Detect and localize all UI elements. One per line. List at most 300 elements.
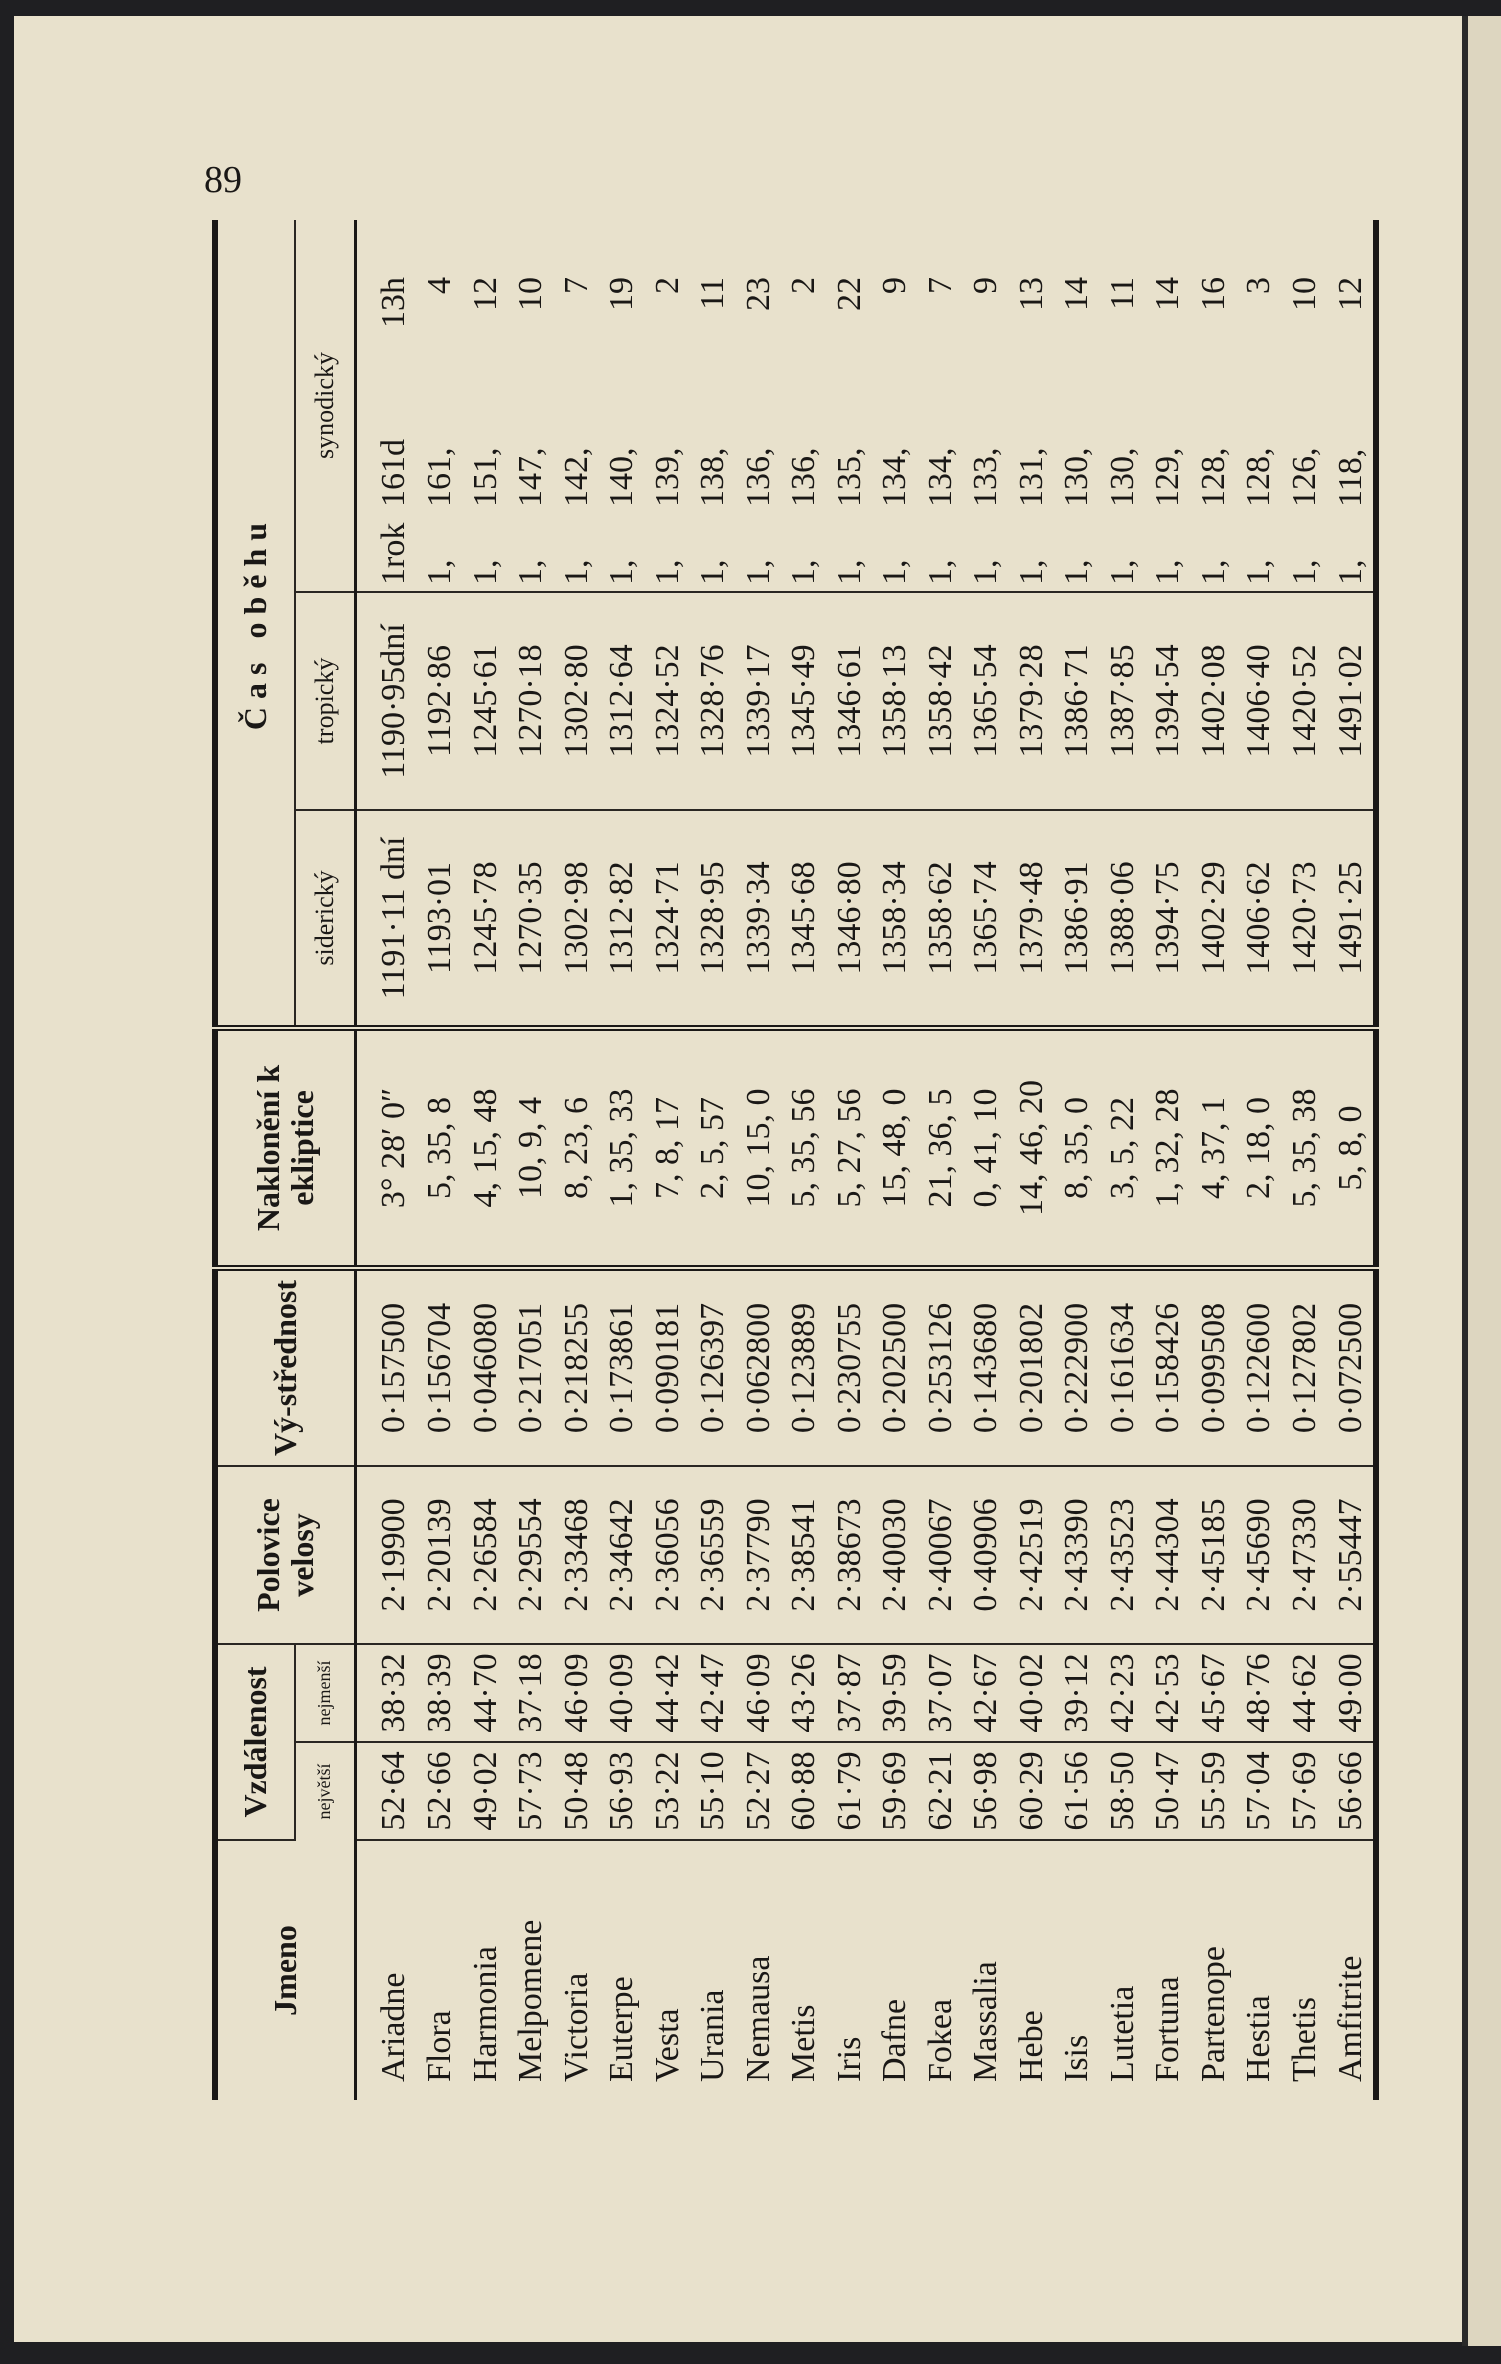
- synodic-part-days: 134,: [921, 447, 959, 507]
- cell-inclination: 1, 32, 28: [1145, 1028, 1191, 1268]
- cell-name: Urania: [694, 1989, 732, 2082]
- cell-eccentricity: 0·099508: [1191, 1268, 1237, 1466]
- cell-inclination: 5, 35, 38: [1282, 1028, 1328, 1268]
- cell-distance-max: 52·66: [417, 1742, 463, 1840]
- table-row: [1327, 220, 1376, 2100]
- cell-eccentricity: 0·161634: [1100, 1268, 1146, 1466]
- cell-distance-max: 60·88: [781, 1742, 827, 1840]
- table-row: [736, 220, 782, 2100]
- synodic-part-days: 161d: [375, 438, 413, 507]
- cell-inclination: 3° 28′ 0″: [355, 1028, 417, 1268]
- cell-period-sidereal: 1339·34: [736, 810, 782, 1028]
- synodic-part-years: 1,: [1194, 559, 1232, 585]
- cell-distance-min: 38·32: [355, 1644, 417, 1742]
- cell-period-synodic: [918, 220, 964, 592]
- cell-distance-max: 56·98: [963, 1742, 1009, 1840]
- cell-period-tropical: 1192·86: [417, 592, 463, 810]
- synodic-part-years: 1,: [1285, 559, 1323, 585]
- cell-inclination: 5, 8, 0: [1327, 1028, 1376, 1268]
- header-inclination: Naklonění k ekliptice: [215, 1028, 355, 1268]
- cell-inclination: 5, 35, 8: [417, 1028, 463, 1268]
- cell-distance-max: 49·02: [462, 1742, 508, 1840]
- cell-semi-axis: 2·44304: [1145, 1466, 1191, 1644]
- synodic-part-hours: 14: [1058, 276, 1096, 311]
- cell-eccentricity: 0·062800: [736, 1268, 782, 1466]
- synodic-part-days: 126,: [1285, 447, 1323, 507]
- header-distance: Vzdálenost: [215, 1644, 295, 1840]
- synodic-part-days: 139,: [648, 447, 686, 507]
- header-distance-min: nejmenší: [295, 1644, 355, 1742]
- synodic-part-hours: 9: [876, 276, 914, 294]
- synodic-part-hours: 16: [1194, 276, 1232, 311]
- cell-name: Metis: [785, 2004, 823, 2082]
- cell-semi-axis: 2·43390: [1054, 1466, 1100, 1644]
- synodic-part-hours: 3: [1240, 276, 1278, 294]
- cell-period-sidereal: 1324·71: [645, 810, 691, 1028]
- cell-distance-min: 45·67: [1191, 1644, 1237, 1742]
- synodic-part-years: 1,: [1149, 559, 1187, 585]
- synodic-part-hours: 19: [603, 276, 641, 311]
- header-distance-max: největší: [295, 1742, 355, 1840]
- cell-semi-axis: 2·36559: [690, 1466, 736, 1644]
- cell-name: Isis: [1058, 2034, 1096, 2082]
- table-row: [1282, 220, 1328, 2100]
- synodic-part-years: 1,: [739, 559, 777, 585]
- table-row: [355, 220, 417, 2100]
- cell-distance-max: 59·69: [872, 1742, 918, 1840]
- cell-distance-min: 43·26: [781, 1644, 827, 1742]
- synodic-part-hours: 14: [1149, 276, 1187, 311]
- cell-inclination: 15, 48, 0: [872, 1028, 918, 1268]
- synodic-part-days: 151,: [466, 447, 504, 507]
- cell-period-sidereal: 1358·62: [918, 810, 964, 1028]
- synodic-part-days: 131,: [1012, 447, 1050, 507]
- synodic-part-years: 1,: [1331, 559, 1369, 585]
- cell-name: Victoria: [557, 1972, 595, 2082]
- cell-name: Lutetia: [1103, 1985, 1141, 2082]
- synodic-part-hours: 13: [1012, 276, 1050, 311]
- cell-distance-max: 55·59: [1191, 1742, 1237, 1840]
- cell-eccentricity: 0·122600: [1236, 1268, 1282, 1466]
- synodic-part-days: 128,: [1194, 447, 1232, 507]
- cell-period-tropical: 1491·02: [1327, 592, 1376, 810]
- cell-name: Hestia: [1240, 1995, 1278, 2082]
- synodic-part-years: 1,: [1058, 559, 1096, 585]
- synodic-part-hours: 12: [1331, 276, 1369, 311]
- cell-period-synodic: [1145, 220, 1191, 592]
- cell-period-sidereal: 1358·34: [872, 810, 918, 1028]
- table-row: [1191, 220, 1237, 2100]
- cell-distance-min: 40·09: [599, 1644, 645, 1742]
- cell-period-tropical: 1406·40: [1236, 592, 1282, 810]
- cell-semi-axis: 2·20139: [417, 1466, 463, 1644]
- cell-inclination: 8, 35, 0: [1054, 1028, 1100, 1268]
- cell-distance-max: 53·22: [645, 1742, 691, 1840]
- table-row: [553, 220, 599, 2100]
- cell-name: Ariadne: [375, 1972, 413, 2082]
- cell-inclination: 5, 27, 56: [827, 1028, 873, 1268]
- cell-distance-max: 61·56: [1054, 1742, 1100, 1840]
- cell-eccentricity: 0·173861: [599, 1268, 645, 1466]
- table-row: [1100, 220, 1146, 2100]
- synodic-part-hours: 12: [466, 276, 504, 311]
- cell-period-sidereal: 1394·75: [1145, 810, 1191, 1028]
- table-row: [462, 220, 508, 2100]
- cell-inclination: 5, 35, 56: [781, 1028, 827, 1268]
- synodic-part-days: 138,: [694, 447, 732, 507]
- cell-name: Iris: [830, 2036, 868, 2082]
- synodic-part-hours: 7: [557, 276, 595, 294]
- header-period-sidereal: siderický: [295, 810, 355, 1028]
- cell-period-sidereal: 1270·35: [508, 810, 554, 1028]
- synodic-part-days: 161,: [421, 447, 459, 507]
- cell-name: Harmonia: [466, 1946, 504, 2082]
- synodic-part-hours: 11: [1103, 276, 1141, 310]
- cell-period-tropical: 1339·17: [736, 592, 782, 810]
- synodic-part-years: 1,: [512, 559, 550, 585]
- synodic-part-hours: 7: [921, 276, 959, 294]
- synodic-part-years: 1,: [876, 559, 914, 585]
- cell-distance-max: 50·47: [1145, 1742, 1191, 1840]
- synodic-part-years: 1,: [466, 559, 504, 585]
- synodic-part-days: 147,: [512, 447, 550, 507]
- synodic-part-days: 142,: [557, 447, 595, 507]
- cell-distance-min: 44·70: [462, 1644, 508, 1742]
- synodic-part-hours: 9: [967, 276, 1005, 294]
- cell-period-tropical: 1324·52: [645, 592, 691, 810]
- cell-period-tropical: 1245·61: [462, 592, 508, 810]
- cell-period-synodic: [1191, 220, 1237, 592]
- cell-period-sidereal: 1386·91: [1054, 810, 1100, 1028]
- synodic-part-hours: 2: [648, 276, 686, 294]
- cell-period-synodic: [963, 220, 1009, 592]
- synodic-part-days: 134,: [876, 447, 914, 507]
- cell-name: Dafne: [876, 1998, 914, 2082]
- table-row: [918, 220, 964, 2100]
- cell-name: Amfitrite: [1331, 1955, 1369, 2082]
- rotated-table-frame: [212, 220, 1379, 2100]
- cell-distance-max: 57·73: [508, 1742, 554, 1840]
- cell-name: Flora: [421, 2010, 459, 2082]
- cell-period-synodic: [355, 220, 417, 592]
- table-row: [417, 220, 463, 2100]
- table-row: [781, 220, 827, 2100]
- header-period-synodic: synodický: [295, 220, 355, 592]
- table-row: [690, 220, 736, 2100]
- cell-period-tropical: 1270·18: [508, 592, 554, 810]
- header-period: Čas oběhu: [215, 220, 295, 1028]
- cell-distance-min: 39·12: [1054, 1644, 1100, 1742]
- cell-period-synodic: [690, 220, 736, 592]
- cell-period-synodic: [1009, 220, 1055, 592]
- cell-distance-min: 44·62: [1282, 1644, 1328, 1742]
- cell-name: Vesta: [648, 2008, 686, 2082]
- synodic-part-years: 1,: [603, 559, 641, 585]
- cell-inclination: 7, 8, 17: [645, 1028, 691, 1268]
- cell-period-synodic: [462, 220, 508, 592]
- cell-period-sidereal: 1402·29: [1191, 810, 1237, 1028]
- cell-eccentricity: 0·127802: [1282, 1268, 1328, 1466]
- cell-semi-axis: 2·34642: [599, 1466, 645, 1644]
- cell-period-sidereal: 1406·62: [1236, 810, 1282, 1028]
- cell-name: Melpomene: [512, 1919, 550, 2082]
- cell-period-synodic: [417, 220, 463, 592]
- synodic-part-hours: 13h: [375, 276, 413, 328]
- cell-distance-min: 42·23: [1100, 1644, 1146, 1742]
- cell-inclination: 0, 41, 10: [963, 1028, 1009, 1268]
- cell-semi-axis: 2·45185: [1191, 1466, 1237, 1644]
- cell-period-sidereal: 1365·74: [963, 810, 1009, 1028]
- synodic-part-days: 128,: [1240, 447, 1278, 507]
- cell-semi-axis: 2·40030: [872, 1466, 918, 1644]
- next-page-edge: [1462, 16, 1501, 2346]
- cell-inclination: 14, 46, 20: [1009, 1028, 1055, 1268]
- cell-semi-axis: 2·55447: [1327, 1466, 1376, 1644]
- table-row: [1009, 220, 1055, 2100]
- synodic-part-days: 140,: [603, 447, 641, 507]
- table-row: [1236, 220, 1282, 2100]
- cell-eccentricity: 0·222900: [1054, 1268, 1100, 1466]
- synodic-part-years: 1,: [1012, 559, 1050, 585]
- cell-period-synodic: [872, 220, 918, 592]
- cell-semi-axis: 2·37790: [736, 1466, 782, 1644]
- cell-period-tropical: 1387·85: [1100, 592, 1146, 810]
- cell-eccentricity: 0·157500: [355, 1268, 417, 1466]
- synodic-part-days: 118,: [1331, 448, 1369, 507]
- synodic-part-years: 1,: [967, 559, 1005, 585]
- cell-distance-min: 42·47: [690, 1644, 736, 1742]
- cell-period-synodic: [1327, 220, 1376, 592]
- cell-semi-axis: 2·36056: [645, 1466, 691, 1644]
- cell-distance-min: 39·59: [872, 1644, 918, 1742]
- cell-distance-max: 56·66: [1327, 1742, 1376, 1840]
- cell-inclination: 8, 23, 6: [553, 1028, 599, 1268]
- cell-period-tropical: 1346·61: [827, 592, 873, 810]
- synodic-part-years: 1,: [1240, 559, 1278, 585]
- cell-period-tropical: 1328·76: [690, 592, 736, 810]
- page-number: 89: [204, 159, 242, 201]
- synodic-part-years: 1,: [921, 559, 959, 585]
- cell-distance-min: 44·42: [645, 1644, 691, 1742]
- cell-period-tropical: 1312·64: [599, 592, 645, 810]
- cell-semi-axis: 2·43523: [1100, 1466, 1146, 1644]
- cell-period-synodic: [553, 220, 599, 592]
- cell-distance-max: 58·50: [1100, 1742, 1146, 1840]
- synodic-part-days: 133,: [967, 447, 1005, 507]
- cell-semi-axis: 2·42519: [1009, 1466, 1055, 1644]
- cell-semi-axis: 2·38541: [781, 1466, 827, 1644]
- cell-eccentricity: 0·072500: [1327, 1268, 1376, 1466]
- cell-period-synodic: [781, 220, 827, 592]
- cell-distance-max: 52·64: [355, 1742, 417, 1840]
- cell-period-sidereal: 1191·11 dní: [355, 810, 417, 1028]
- header-eccentricity: Vý-střednost: [215, 1268, 355, 1466]
- cell-eccentricity: 0·217051: [508, 1268, 554, 1466]
- cell-distance-min: 37·18: [508, 1644, 554, 1742]
- cell-name: Fortuna: [1149, 1976, 1187, 2082]
- cell-eccentricity: 0·253126: [918, 1268, 964, 1466]
- cell-inclination: 10, 9, 4: [508, 1028, 554, 1268]
- cell-period-tropical: 1379·28: [1009, 592, 1055, 810]
- table-row: [508, 220, 554, 2100]
- cell-period-sidereal: 1346·80: [827, 810, 873, 1028]
- cell-name: Fokea: [921, 1998, 959, 2082]
- cell-name: Nemausa: [739, 1955, 777, 2082]
- cell-period-tropical: 1394·54: [1145, 592, 1191, 810]
- cell-period-sidereal: 1193·01: [417, 810, 463, 1028]
- synodic-part-days: 130,: [1103, 447, 1141, 507]
- cell-distance-max: 60·29: [1009, 1742, 1055, 1840]
- cell-distance-min: 46·09: [553, 1644, 599, 1742]
- cell-period-synodic: [736, 220, 782, 592]
- synodic-part-days: 130,: [1058, 447, 1096, 507]
- cell-distance-min: 37·87: [827, 1644, 873, 1742]
- cell-period-tropical: 1190·95dní: [355, 592, 417, 810]
- cell-name: Hebe: [1012, 2010, 1050, 2082]
- cell-semi-axis: 2·40067: [918, 1466, 964, 1644]
- cell-period-synodic: [1236, 220, 1282, 592]
- cell-period-synodic: [1100, 220, 1146, 592]
- cell-period-sidereal: 1420·73: [1282, 810, 1328, 1028]
- table-row: [1054, 220, 1100, 2100]
- cell-distance-max: 62·21: [918, 1742, 964, 1840]
- cell-eccentricity: 0·090181: [645, 1268, 691, 1466]
- asteroid-table: [212, 220, 1379, 2100]
- table-row: [1145, 220, 1191, 2100]
- cell-distance-min: 46·09: [736, 1644, 782, 1742]
- cell-inclination: 3, 5, 22: [1100, 1028, 1146, 1268]
- cell-period-tropical: 1358·13: [872, 592, 918, 810]
- table-body: [355, 220, 1376, 2100]
- synodic-part-hours: 11: [694, 276, 732, 310]
- cell-eccentricity: 0·046080: [462, 1268, 508, 1466]
- cell-distance-max: 57·04: [1236, 1742, 1282, 1840]
- cell-distance-max: 56·93: [599, 1742, 645, 1840]
- cell-distance-min: 49·00: [1327, 1644, 1376, 1742]
- synodic-part-hours: 22: [830, 276, 868, 311]
- cell-eccentricity: 0·202500: [872, 1268, 918, 1466]
- cell-name: Massalia: [967, 1961, 1005, 2082]
- cell-eccentricity: 0·201802: [1009, 1268, 1055, 1466]
- cell-period-sidereal: 1245·78: [462, 810, 508, 1028]
- cell-inclination: 4, 15, 48: [462, 1028, 508, 1268]
- synodic-part-years: 1,: [648, 559, 686, 585]
- cell-semi-axis: 2·29554: [508, 1466, 554, 1644]
- cell-distance-min: 37·07: [918, 1644, 964, 1742]
- header-period-tropical: tropický: [295, 592, 355, 810]
- cell-distance-min: 40·02: [1009, 1644, 1055, 1742]
- cell-distance-min: 42·53: [1145, 1644, 1191, 1742]
- cell-period-synodic: [508, 220, 554, 592]
- cell-semi-axis: 2·33468: [553, 1466, 599, 1644]
- header-name: Jmeno: [215, 1840, 355, 2100]
- cell-inclination: 1, 35, 33: [599, 1028, 645, 1268]
- cell-name: Partenope: [1194, 1946, 1232, 2082]
- cell-period-tropical: 1302·80: [553, 592, 599, 810]
- cell-distance-max: 55·10: [690, 1742, 736, 1840]
- table-row: [599, 220, 645, 2100]
- cell-semi-axis: 2·47330: [1282, 1466, 1328, 1644]
- table-row: [827, 220, 873, 2100]
- cell-period-sidereal: 1312·82: [599, 810, 645, 1028]
- synodic-part-hours: 2: [785, 276, 823, 294]
- synodic-part-hours: 10: [1285, 276, 1323, 311]
- cell-eccentricity: 0·230755: [827, 1268, 873, 1466]
- cell-period-tropical: 1402·08: [1191, 592, 1237, 810]
- cell-inclination: 2, 5, 57: [690, 1028, 736, 1268]
- synodic-part-hours: 10: [512, 276, 550, 311]
- cell-distance-min: 38·39: [417, 1644, 463, 1742]
- cell-eccentricity: 0·143680: [963, 1268, 1009, 1466]
- cell-period-synodic: [1054, 220, 1100, 592]
- cell-period-sidereal: 1328·95: [690, 810, 736, 1028]
- cell-eccentricity: 0·158426: [1145, 1268, 1191, 1466]
- cell-period-tropical: 1365·54: [963, 592, 1009, 810]
- cell-distance-min: 42·67: [963, 1644, 1009, 1742]
- header-semi-axis: Polovice velosy: [215, 1466, 355, 1644]
- synodic-part-years: 1,: [1103, 559, 1141, 585]
- cell-name: Euterpe: [603, 1976, 641, 2082]
- cell-inclination: 4, 37, 1: [1191, 1028, 1237, 1268]
- cell-period-sidereal: 1491·25: [1327, 810, 1376, 1028]
- synodic-part-years: 1,: [557, 559, 595, 585]
- cell-eccentricity: 0·156704: [417, 1268, 463, 1466]
- cell-distance-min: 48·76: [1236, 1644, 1282, 1742]
- synodic-part-years: 1,: [785, 559, 823, 585]
- cell-inclination: 21, 36, 5: [918, 1028, 964, 1268]
- cell-distance-max: 57·69: [1282, 1742, 1328, 1840]
- cell-period-synodic: [1282, 220, 1328, 592]
- cell-period-tropical: 1358·42: [918, 592, 964, 810]
- cell-period-synodic: [827, 220, 873, 592]
- synodic-part-years: 1rok: [375, 522, 413, 585]
- synodic-part-years: 1,: [694, 559, 732, 585]
- cell-distance-max: 52·27: [736, 1742, 782, 1840]
- cell-period-sidereal: 1345·68: [781, 810, 827, 1028]
- cell-period-synodic: [645, 220, 691, 592]
- cell-semi-axis: 2·26584: [462, 1466, 508, 1644]
- cell-name: Thetis: [1285, 1997, 1323, 2082]
- cell-period-sidereal: 1388·06: [1100, 810, 1146, 1028]
- cell-period-tropical: 1420·52: [1282, 592, 1328, 810]
- cell-inclination: 2, 18, 0: [1236, 1028, 1282, 1268]
- cell-distance-max: 61·79: [827, 1742, 873, 1840]
- table-row: [645, 220, 691, 2100]
- cell-period-sidereal: 1379·48: [1009, 810, 1055, 1028]
- cell-distance-max: 50·48: [553, 1742, 599, 1840]
- cell-inclination: 10, 15, 0: [736, 1028, 782, 1268]
- synodic-part-days: 136,: [739, 447, 777, 507]
- cell-semi-axis: 2·38673: [827, 1466, 873, 1644]
- synodic-part-days: 135,: [830, 447, 868, 507]
- cell-semi-axis: 2·45690: [1236, 1466, 1282, 1644]
- synodic-part-years: 1,: [421, 559, 459, 585]
- cell-period-tropical: 1345·49: [781, 592, 827, 810]
- synodic-part-years: 1,: [830, 559, 868, 585]
- cell-semi-axis: 2·19900: [355, 1466, 417, 1644]
- synodic-part-hours: 23: [739, 276, 777, 311]
- table-row: [963, 220, 1009, 2100]
- cell-eccentricity: 0·218255: [553, 1268, 599, 1466]
- cell-eccentricity: 0·126397: [690, 1268, 736, 1466]
- synodic-part-hours: 4: [421, 276, 459, 294]
- cell-period-sidereal: 1302·98: [553, 810, 599, 1028]
- synodic-part-days: 129,: [1149, 447, 1187, 507]
- table-row: [872, 220, 918, 2100]
- cell-period-synodic: [599, 220, 645, 592]
- synodic-part-days: 136,: [785, 447, 823, 507]
- cell-eccentricity: 0·123889: [781, 1268, 827, 1466]
